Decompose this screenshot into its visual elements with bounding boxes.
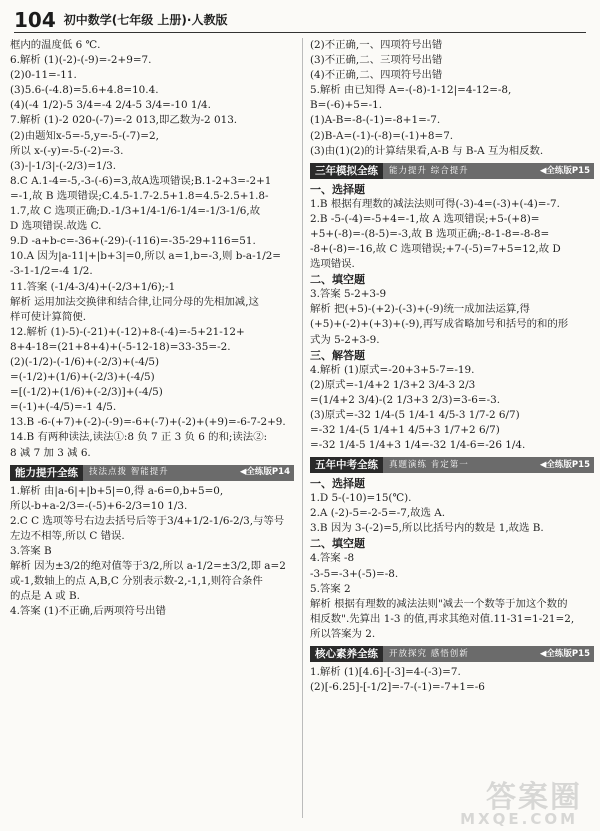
banner-title: 核心素养全练 [310, 646, 383, 662]
section-banner [310, 457, 594, 473]
text-line: 所以-b+a-2/3=-(-5)+6-2/3=10 1/3. [10, 499, 188, 512]
text-line: 14.B 有两种读法,读法①:8 负 7 正 3 负 6 的和;读法②: [10, 431, 268, 444]
text-line: 或-1,数轴上的点 A,B,C 分别表示数-2,-1,1,则符合条件 [10, 575, 263, 588]
section-heading: 一、选择题 [310, 477, 365, 491]
banner-page-ref: ◀全练版P15 [539, 165, 590, 176]
text-line: 6.解析 (1)(-2)-(-9)=-2+9=7. [10, 54, 152, 67]
banner-page-ref: ◀全练版P15 [539, 648, 590, 659]
banner-title: 三年模拟全练 [310, 163, 383, 179]
text-line: =-32 1/4-(5 1/4+1 4/5+3 1/7+2 6/7) [310, 423, 500, 436]
text-line: 1.解析 (1)[4.6]-[-3]=4-(-3)=7. [310, 666, 461, 678]
text-line: =(-1/2)+(1/6)+(-2/3)+(-4/5) [10, 371, 155, 384]
text-line: 3.答案 5-2+3-9 [310, 288, 387, 301]
section-heading: 二、填空题 [310, 537, 365, 551]
text-line: 的点是 A 或 B. [10, 590, 80, 603]
banner-page-ref: ◀全练版P15 [539, 460, 590, 470]
text-line: 8 减 7 加 3 减 6. [10, 446, 91, 459]
text-line: 解析 根据有理数的减法法则"减去一个数等于加这个数的 [310, 597, 568, 610]
page-title: 初中数学(七年级 上册)·人教版 [63, 13, 228, 27]
page-header [14, 6, 586, 33]
text-line: =(-1)+(-4/5)=-1 4/5. [10, 401, 117, 414]
text-line: 3.B 因为 3-(-2)=5,所以比括号内的数是 1,故选 B. [310, 522, 544, 535]
right-column [310, 38, 594, 695]
page-number: 104 [14, 8, 56, 32]
section-banner [310, 163, 594, 179]
text-line: (3)不正确,二、三项符号出错 [310, 54, 443, 67]
text-line: 13.B -6-(+7)+(-2)-(-9)=-6+(-7)+(-2)+(+9)=-6-7-2+9. [10, 416, 286, 429]
text-line: 框内的温度低 6 ℃. [10, 39, 101, 51]
banner-subtitle: 技法点拨 智能提升 [89, 467, 169, 478]
text-line: 解析 因为±3/2的绝对值等于3/2,所以 a-1/2=±3/2,即 a=2 [10, 560, 286, 573]
section-heading: 二、填空题 [310, 273, 365, 287]
text-line: (1)A-B=-8-(-1)=-8+1=-7. [310, 114, 441, 127]
text-line: 1.解析 由|a-6|+|b+5|=0,得 a-6=0,b+5=0, [10, 484, 224, 497]
banner-subtitle: 开放探究 感悟创新 [389, 648, 469, 659]
text-line: -3-5=-3+(-5)=-8. [310, 567, 399, 580]
text-line: (3)-|-1/3|-(-2/3)=1/3. [10, 159, 117, 172]
text-line: =-32 1/4-5 1/4+3 1/4=-32 1/4-6=-26 1/4. [310, 439, 526, 452]
text-line: (4)不正确,二、四项符号出错 [310, 69, 443, 82]
watermark-url: MXQE.COM [460, 810, 578, 829]
banner-subtitle: 能力提升 综合提升 [389, 165, 469, 176]
text-line: 11.答案 (-1/4-3/4)+(-2/3+1/6);-1 [10, 280, 176, 293]
text-line: 解析 运用加法交换律和结合律,让同分母的先相加减,这 [10, 295, 259, 308]
text-line: 1.B 根据有理数的减法法则可得(-3)-4=(-3)+(-4)=-7. [310, 197, 560, 210]
section-heading: 一、选择题 [310, 182, 365, 196]
text-line: (3)由(1)(2)的计算结果看,A-B 与 B-A 互为相反数. [310, 144, 544, 157]
text-line: (3)5.6-(-4.8)=5.6+4.8=10.4. [10, 84, 159, 97]
banner-title: 能力提升全练 [10, 465, 83, 481]
section-banner [10, 465, 294, 481]
text-line: 2.C C 选项等号右边去括号后等于3/4+1/2-1/6-2/3,与等号 [10, 514, 285, 527]
text-line: (2)由题知x-5=-5,y=-5-(-7)=2, [10, 129, 159, 142]
watermark-logo: 答案圈 [486, 779, 582, 815]
section-heading: 三、解答题 [310, 348, 365, 362]
text-line: 选项错误. [310, 258, 355, 271]
text-line: 4.答案 -8 [310, 552, 355, 565]
text-line: 5.答案 2 [310, 582, 351, 595]
text-line: 1.D 5-(-10)=15(℃). [310, 492, 412, 505]
text-line: -8+(-8)=-16,故 C 选项错误;+7-(-5)=7+5=12,故 D [310, 243, 561, 256]
text-line: (3)原式=-32 1/4-(5 1/4-1 4/5-3 1/7-2 6/7) [310, 408, 520, 421]
text-line: =(1/4+2 3/4)-(2 1/3+3 2/3)=3-6=-3. [310, 393, 501, 406]
text-line: B=(-6)+5=-1. [310, 99, 383, 112]
text-line: 8+4-18=(21+8+4)+(-5-12-18)=33-35=-2. [10, 340, 231, 353]
text-line: 4.解析 (1)原式=-20+3+5-7=-19. [310, 363, 475, 376]
text-line: =[(-1/2)+(1/6)+(-2/3)]+(-4/5) [10, 386, 163, 399]
section-banner [310, 646, 594, 662]
text-line: 所以 x-(-y)=-5-(-2)=-3. [10, 144, 124, 157]
text-line: (2)不正确,一、四项符号出错 [310, 39, 443, 51]
banner-title: 五年中考全练 [310, 457, 383, 473]
text-line: (2)原式=-1/4+2 1/3+2 3/4-3 2/3 [310, 378, 476, 391]
text-line: 解析 把(+5)-(+2)-(-3)+(-9)统一成加法运算,得 [310, 303, 530, 316]
text-line: 式为 5-2+3-9. [310, 333, 380, 346]
text-line: 左边不相等,所以 C 错误. [10, 529, 125, 542]
text-line: D 选项错误.故选 C. [10, 220, 102, 233]
text-line: (2)0-11=-11. [10, 69, 77, 82]
text-line: -3-1-1/2=-4 1/2. [10, 265, 93, 278]
left-column [10, 38, 294, 619]
text-line: 9.D -a+b-c=-36+(-29)-(-116)=-35-29+116=51. [10, 235, 256, 248]
text-line: (2)(-1/2)-(-1/6)+(-2/3)+(-4/5) [10, 355, 160, 368]
text-line: (2)[-6.25]-[-1/2]=-7-(-1)=-7+1=-6 [310, 681, 485, 694]
text-line: 所以答案为 2. [310, 627, 376, 640]
text-line: 4.答案 (1)不正确,后两项符号出错 [10, 605, 166, 618]
text-line: 5.解析 由已知得 A=-(-8)-1-12|=4-12=-8, [310, 84, 512, 97]
text-line: 1.7,故 C 选项正确;D.-1/3+1/4-1/6-1/4=-1/3-1/6,故 [10, 205, 261, 218]
text-line: (+5)+(-2)+(+3)+(-9),再写成省略加号和括号的和的形 [310, 318, 569, 331]
banner-page-ref: ◀全练版P14 [239, 467, 290, 478]
column-divider [302, 38, 303, 818]
text-line: 7.解析 (1)-2 020-(-7)=-2 013,即乙数为-2 013. [10, 114, 238, 127]
text-line: 样可使计算简便. [10, 310, 87, 323]
text-line: =-1,故 B 选项错误;C.4.5-1.7-2.5+1.8=4.5-2.5+1.8- [10, 189, 269, 202]
banner-subtitle: 真题演练 肯定第一 [389, 460, 469, 470]
text-line: (4)(-4 1/2)-5 3/4=-4 2/4-5 3/4=-10 1/4. [10, 99, 211, 112]
text-line: 10.A 因为|a-11|+|b+3|=0,所以 a=1,b=-3,则 b-a-1/2= [10, 250, 282, 263]
text-line: 12.解析 (1)-5)-(-21)+(-12)+8-(-4)=-5+21-12+ [10, 325, 245, 338]
text-line: 2.B -5-(-4)=-5+4=-1,故 A 选项错误;+5-(+8)= [310, 212, 540, 225]
text-line: 3.答案 B [10, 545, 52, 557]
text-line: (2)B-A=(-1)-(-8)=(-1)+8=7. [310, 129, 454, 142]
text-line: 相反数".先算出 1-3 的值,再求其绝对值.11-31=1-21=2, [310, 612, 575, 625]
text-line: 8.C A.1-4=-5,-3-(-6)=3,故A选项错误;B.1-2+3=-2+1 [10, 174, 272, 187]
text-line: 2.A (-2)-5=-2-5=-7,故选 A. [310, 507, 446, 520]
text-line: +5+(-8)=-(8-5)=-3,故 B 选项正确;-8-1-8=-8-8= [310, 227, 550, 240]
